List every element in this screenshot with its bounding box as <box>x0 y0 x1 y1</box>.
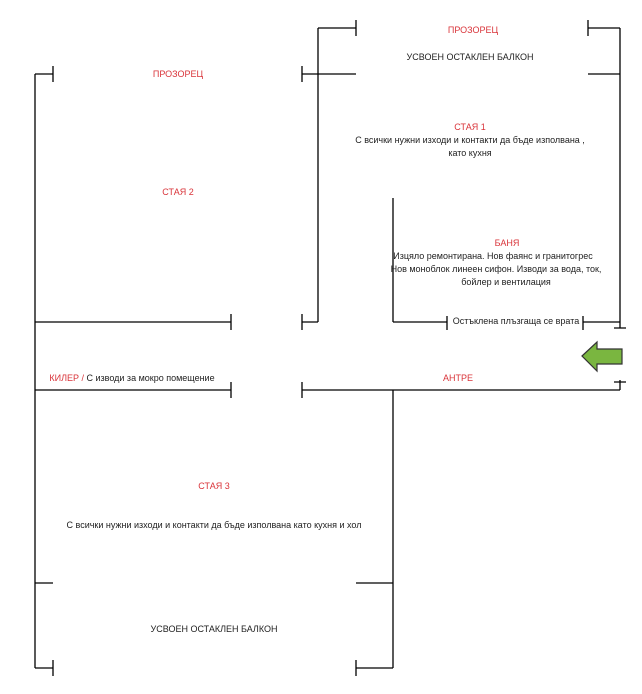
bathroom-desc-2: Нов моноблок линеен сифон. Изводи за вода, ток, <box>390 264 602 274</box>
top-window-label: ПРОЗОРЕЦ <box>447 25 499 35</box>
room1-desc-2: като кухня <box>448 148 492 158</box>
closet-desc: С изводи за мокро помещение <box>84 373 215 383</box>
top-balcony-label: УСВОЕН ОСТАКЛЕН БАЛКОН <box>406 52 534 62</box>
sliding-door-label: Остъклена плъзгаща се врата <box>452 316 580 326</box>
closet-title: КИЛЕР / <box>49 373 85 383</box>
room1-desc-1: С всички нужни изходи и контакти да бъде изполвана , <box>355 135 585 145</box>
bathroom-title: БАНЯ <box>494 238 520 248</box>
bathroom-desc-1: Изцяло ремонтирана. Нов фаянс и гранитогрес <box>393 251 593 261</box>
room2-window-label: ПРОЗОРЕЦ <box>152 69 204 79</box>
room2-title: СТАЯ 2 <box>162 187 194 197</box>
arrow-left-icon <box>582 342 622 371</box>
room1-title: СТАЯ 1 <box>454 122 486 132</box>
room3-desc: С всички нужни изходи и контакти да бъде изполвана като кухня и хол <box>66 520 362 530</box>
room3-title: СТАЯ 3 <box>198 481 230 491</box>
closet-label <box>49 372 214 385</box>
room3-balcony-label: УСВОЕН ОСТАКЛЕН БАЛКОН <box>150 624 278 634</box>
bathroom-desc-3: бойлер и вентилация <box>461 277 551 287</box>
hall-label: АНТРЕ <box>442 373 474 383</box>
